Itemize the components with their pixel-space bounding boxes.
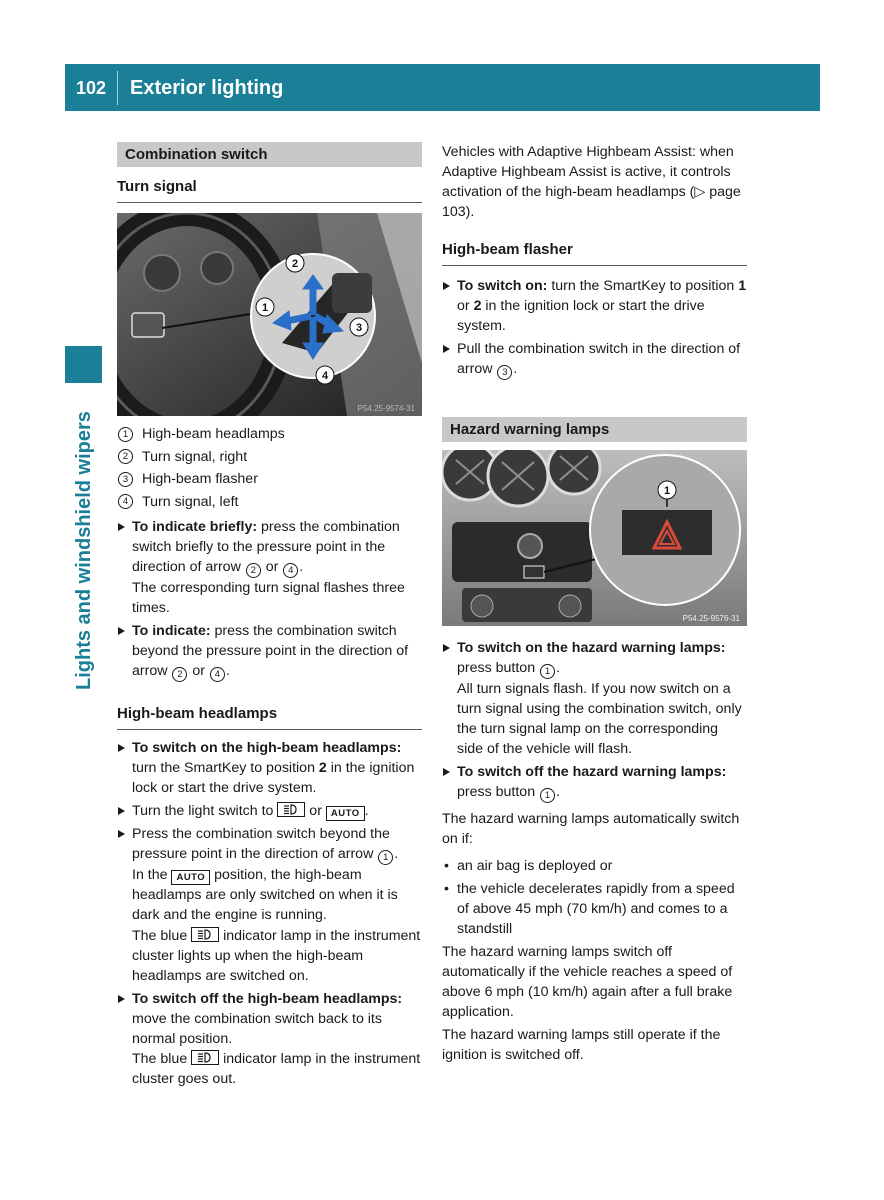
step-label: To switch off the high-beam headlamps: <box>132 991 403 1007</box>
step-text: . <box>225 663 230 679</box>
step-note: In the <box>132 867 172 883</box>
step-label: To switch off the hazard warning lamps: <box>457 764 727 780</box>
figure-callout-3: 3 <box>355 322 363 334</box>
combination-switch-illustration <box>117 213 422 416</box>
step-text: turn the SmartKey to position <box>547 278 739 294</box>
number-circle: 4 <box>283 563 298 578</box>
auto-symbol-icon: AUTO <box>326 806 365 821</box>
auto-symbol-icon: AUTO <box>171 870 210 885</box>
subheading-high-beam-flasher: High-beam flasher <box>442 240 747 266</box>
legend-item <box>117 468 422 491</box>
step-text: press the combination switch beyond the pressure point in the direction of arrow <box>132 623 409 679</box>
legend-item <box>117 491 422 514</box>
step-note: The blue <box>132 1051 192 1067</box>
list-item: • the vehicle decelerates rapidly from a speed of above 45 mph (70 km/h) and comes to a standstill <box>442 879 747 939</box>
step-note: indicator lamp in the instrument cluster goes out. <box>132 1051 421 1087</box>
number-circle: 2 <box>246 563 261 578</box>
section-heading-hazard-warning-lamps: Hazard warning lamps <box>442 417 747 442</box>
section-heading-combination-switch: Combination switch <box>117 142 422 167</box>
list-item: • an air bag is deployed or <box>442 856 747 876</box>
step-text: Pull the combination switch in the direction of arrow <box>457 341 741 377</box>
number-circle: 4 <box>210 667 225 682</box>
hazard-button-figure <box>442 450 747 626</box>
number-circle: 1 <box>540 788 555 803</box>
page-number: 102 <box>75 77 107 98</box>
step-text: or <box>188 663 209 679</box>
step-text: or <box>457 298 474 314</box>
step-text: . <box>364 803 369 819</box>
combination-switch-figure <box>117 213 422 416</box>
step-text: press button <box>457 660 540 676</box>
step-note: position, the high-beam headlamps are only switched on when it is dark and the engine is running. <box>132 867 398 923</box>
number-circle: 3 <box>497 365 512 380</box>
intro-paragraph: Vehicles with Adaptive Highbeam Assist: when Adaptive Highbeam Assist is active, it controls activation of the high-beam headlamps (▷ page 103). <box>442 144 741 220</box>
legend-item <box>117 446 422 469</box>
high-beam-indicator-icon <box>191 1050 219 1065</box>
step-text: move the combination switch back to its normal position. <box>132 1011 382 1047</box>
instruction-indicate <box>117 621 422 682</box>
number-circle: 3 <box>118 472 133 487</box>
legend-text: Turn signal, right <box>142 448 248 465</box>
legend-list <box>117 423 422 513</box>
step-text: . <box>513 361 518 377</box>
step-note: All turn signals flash. If you now switch on a turn signal using the combination switch, only the turn signal lamp on the corresponding side of the vehicle will flash. <box>457 681 742 757</box>
step-label: To switch on the hazard warning lamps: <box>457 640 726 656</box>
step-note: The blue <box>132 928 192 944</box>
figure-callout-1: 1 <box>663 485 671 497</box>
left-column <box>117 142 422 1089</box>
figure-callout-1: 1 <box>261 302 269 314</box>
hazard-auto-off-paragraph: The hazard warning lamps switch off automatically if the vehicle reaches a speed of above 6 mph (10 km/h) again after a full brake application. <box>442 944 733 1020</box>
number-circle: 2 <box>172 667 187 682</box>
step-label: To indicate briefly: <box>132 519 258 535</box>
number-circle: 1 <box>378 850 393 865</box>
legend-text: Turn signal, left <box>142 493 239 510</box>
step-text: or <box>305 803 326 819</box>
step-label: To switch on the high-beam headlamps: <box>132 740 402 756</box>
figure-code: P54.25-9576-31 <box>682 614 740 623</box>
subheading-turn-signal: Turn signal <box>117 177 422 203</box>
instruction-switch-off-high-beam <box>117 989 422 1089</box>
side-tab-marker <box>65 346 102 383</box>
number-circle: 1 <box>540 664 555 679</box>
step-text: . <box>299 559 304 575</box>
side-chapter-label: Lights and windshield wipers <box>73 411 95 690</box>
hazard-auto-on-paragraph: The hazard warning lamps automatically switch on if: <box>442 811 740 847</box>
right-column <box>442 142 747 1065</box>
step-note: indicator lamp in the instrument cluster lights up when the high-beam headlamps are switched on. <box>132 928 421 984</box>
instruction-press-switch-beyond <box>117 824 422 986</box>
instruction-flasher-pull <box>442 339 747 380</box>
step-text: . <box>556 660 560 676</box>
number-circle: 2 <box>118 449 133 464</box>
step-text: turn the SmartKey to position <box>132 760 319 776</box>
legend-item <box>117 423 422 446</box>
figure-callout-2: 2 <box>291 258 299 270</box>
step-text: . <box>556 784 560 800</box>
legend-text: High-beam headlamps <box>142 426 285 443</box>
subheading-high-beam-headlamps: High-beam headlamps <box>117 704 422 730</box>
instruction-flasher-switch-on <box>442 276 747 336</box>
step-text: Turn the light switch to <box>132 803 278 819</box>
step-text: or <box>261 559 283 575</box>
page-title: Exterior lighting <box>130 76 284 99</box>
instruction-hazard-switch-off <box>442 762 747 803</box>
step-text: in the ignition lock or start the drive system. <box>457 298 705 334</box>
instruction-switch-on-high-beam <box>117 738 422 798</box>
figure-callout-4: 4 <box>321 370 329 382</box>
instruction-turn-light-switch <box>117 801 422 821</box>
high-beam-indicator-icon <box>191 927 219 942</box>
step-label: To indicate: <box>132 623 211 639</box>
position-number: 2 <box>473 298 482 314</box>
step-note: The corresponding turn signal flashes three times. <box>132 580 405 616</box>
figure-code: P54.25-9574-31 <box>357 404 415 413</box>
position-number: 2 <box>318 760 327 776</box>
position-number: 1 <box>738 278 747 294</box>
number-circle: 1 <box>118 427 133 442</box>
instruction-hazard-switch-on <box>442 638 747 759</box>
step-text: press the combination switch briefly to the pressure point in the direction of arrow <box>132 519 400 575</box>
instruction-indicate-briefly <box>117 517 422 618</box>
high-beam-symbol-icon <box>277 802 305 817</box>
step-label: To switch on: <box>457 278 548 294</box>
legend-text: High-beam flasher <box>142 471 258 488</box>
number-circle: 4 <box>118 494 133 509</box>
page-header <box>65 64 820 111</box>
hazard-ignition-paragraph: The hazard warning lamps still operate if the ignition is switched off. <box>442 1027 721 1063</box>
step-text: in the ignition lock or start the drive system. <box>132 760 415 796</box>
step-text: Press the combination switch beyond the pressure point in the direction of arrow <box>132 826 390 862</box>
header-divider <box>117 71 118 105</box>
hazard-button-illustration <box>442 450 747 626</box>
step-text: . <box>394 846 399 862</box>
step-text: press button <box>457 784 540 800</box>
